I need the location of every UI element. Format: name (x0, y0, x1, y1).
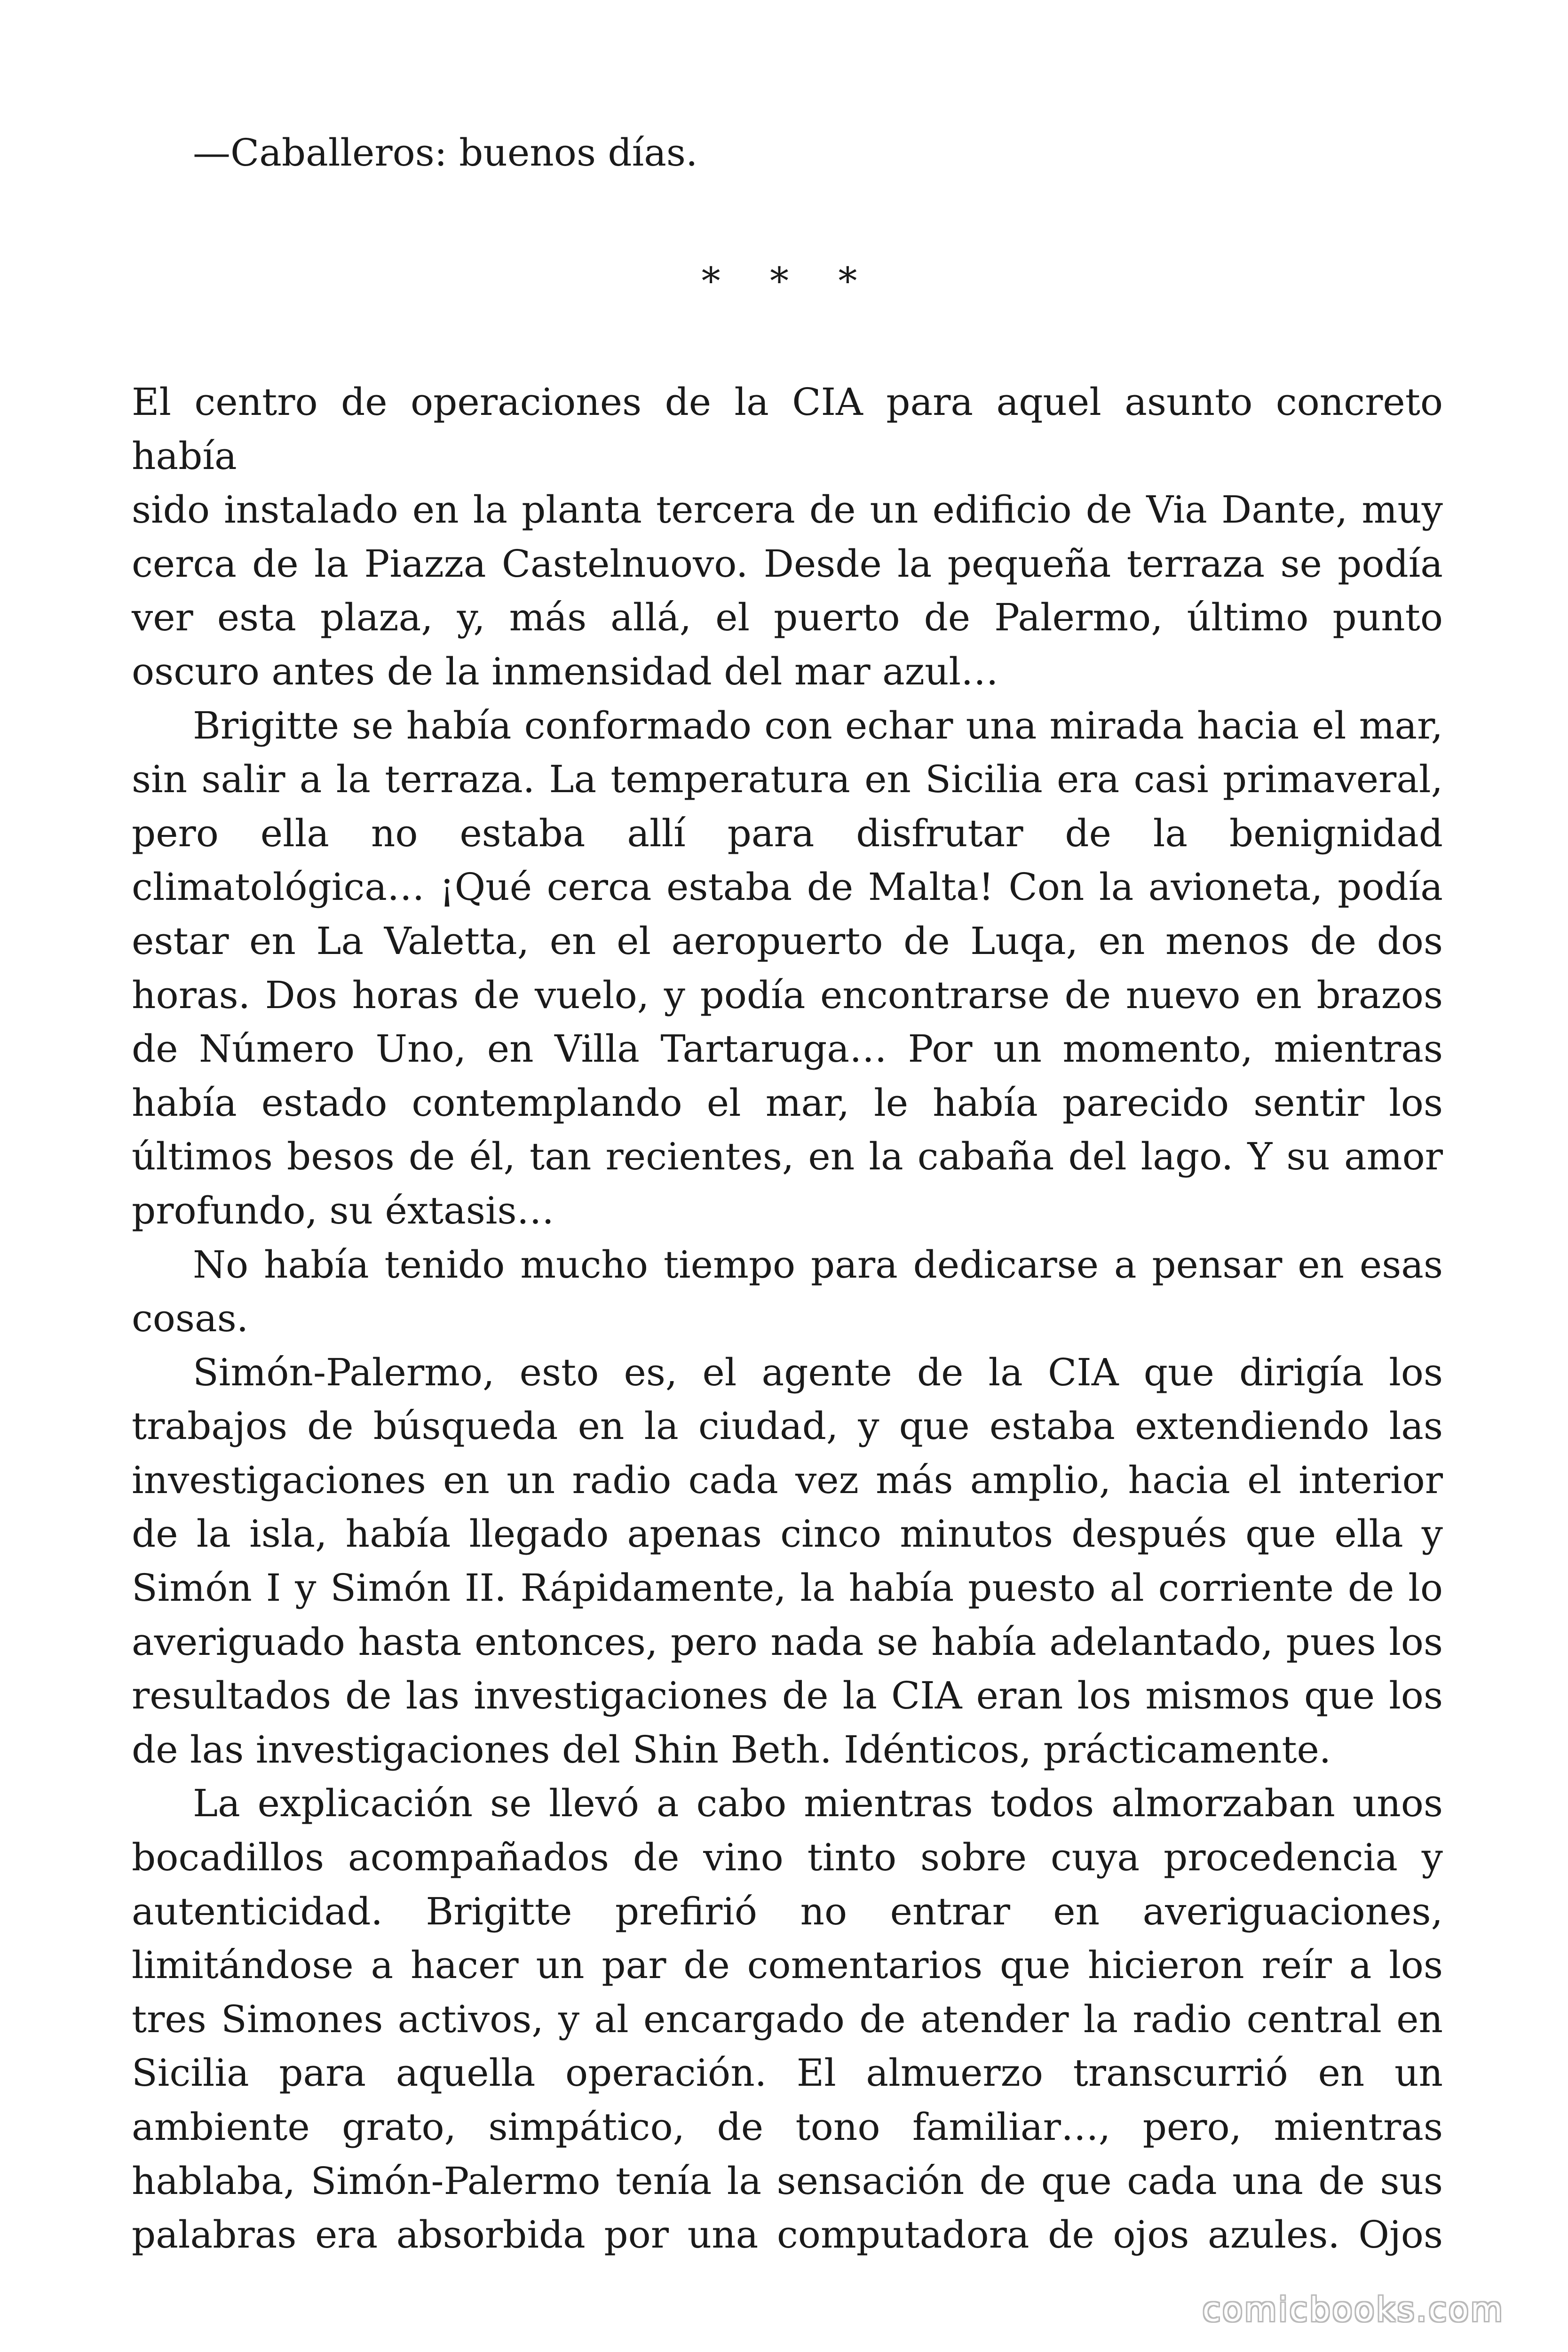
text-line: estar en La Valetta, en el aeropuerto de Luqa, en menos de dos (132, 919, 1443, 963)
section-separator: * * * (701, 259, 876, 303)
text-line: climatológica… ¡Qué cerca estaba de Malta! Con la avioneta, podía (132, 865, 1443, 909)
dialogue-line: —Caballeros: buenos días. (193, 131, 698, 175)
text-line: pero ella no estaba allí para disfrutar de la benignidad (132, 811, 1443, 855)
body-text (132, 375, 1443, 2262)
text-line: de las investigaciones del Shin Beth. Idénticos, prácticamente. (132, 1727, 1331, 1772)
text-line: autenticidad. Brigitte prefirió no entrar en averiguaciones, (132, 1889, 1443, 1933)
text-line: Brigitte se había conformado con echar una mirada hacia el mar, (193, 703, 1443, 747)
text-line: oscuro antes de la inmensidad del mar azul… (132, 649, 999, 693)
text-line: Simón I y Simón II. Rápidamente, la había puesto al corriente de lo (132, 1566, 1443, 1610)
text-line: hablaba, Simón-Palermo tenía la sensación de que cada una de sus (132, 2159, 1443, 2203)
text-line: de la isla, había llegado apenas cinco minutos después que ella y (132, 1512, 1443, 1556)
text-line: sido instalado en la planta tercera de un edificio de Via Dante, muy (132, 488, 1443, 532)
text-line: horas. Dos horas de vuelo, y podía encontrarse de nuevo en brazos (132, 973, 1443, 1017)
text-line: palabras era absorbida por una computadora de ojos azules. Ojos (132, 2213, 1443, 2257)
text-line: cosas. (132, 1296, 249, 1341)
text-line: resultados de las investigaciones de la CIA eran los mismos que los (132, 1674, 1443, 1718)
text-line: bocadillos acompañados de vino tinto sobre cuya procedencia y (132, 1836, 1443, 1880)
text-line: trabajos de búsqueda en la ciudad, y que estaba extendiendo las (132, 1404, 1443, 1448)
text-line: profundo, su éxtasis… (132, 1188, 554, 1232)
text-line: El centro de operaciones de la CIA para aquel asunto concreto había (132, 380, 1443, 478)
text-line: No había tenido mucho tiempo para dedicarse a pensar en esas (193, 1242, 1443, 1287)
text-line: averiguado hasta entonces, pero nada se había adelantado, pues los (132, 1620, 1443, 1664)
text-line: La explicación se llevó a cabo mientras todos almorzaban unos (193, 1781, 1443, 1826)
text-line: cerca de la Piazza Castelnuovo. Desde la pequeña terraza se podía (132, 541, 1443, 586)
text-line: limitándose a hacer un par de comentarios que hicieron reír a los (132, 1943, 1443, 1987)
text-line: de Número Uno, en Villa Tartaruga… Por un momento, mientras (132, 1027, 1443, 1071)
text-line: Simón-Palermo, esto es, el agente de la CIA que dirigía los (193, 1350, 1443, 1394)
text-line: tres Simones activos, y al encargado de atender la radio central en (132, 1997, 1443, 2041)
watermark: comicbooks.com (1202, 2290, 1505, 2329)
text-line: últimos besos de él, tan recientes, en la cabaña del lago. Y su amor (132, 1135, 1443, 1179)
text-line: Sicilia para aquella operación. El almuerzo transcurrió en un (132, 2051, 1443, 2095)
text-line: investigaciones en un radio cada vez más amplio, hacia el interior (132, 1458, 1443, 1502)
text-line: había estado contemplando el mar, le había parecido sentir los (132, 1081, 1443, 1125)
text-line: ver esta plaza, y, más allá, el puerto de Palermo, último punto (132, 596, 1443, 640)
text-line: sin salir a la terraza. La temperatura en Sicilia era casi primaveral, (132, 757, 1443, 802)
opening-dialogue (132, 126, 1443, 180)
text-line: ambiente grato, simpático, de tono familiar…, pero, mientras (132, 2105, 1443, 2149)
